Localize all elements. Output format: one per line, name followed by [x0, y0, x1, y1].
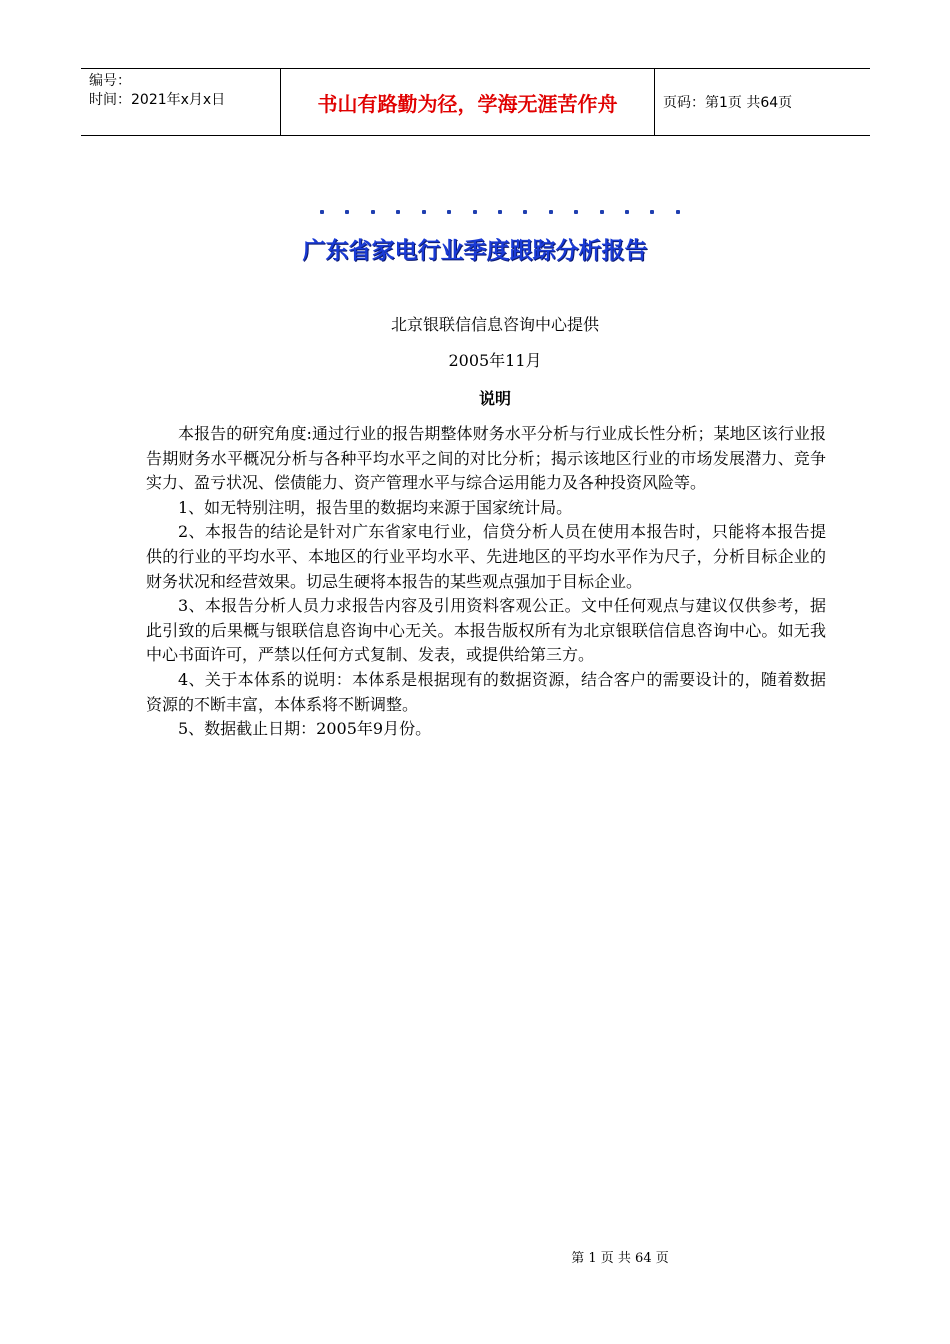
section-heading: 说明	[478, 389, 511, 408]
provider-line: 北京银联信信息咨询中心提供	[390, 315, 599, 334]
header-meta-cell	[81, 69, 281, 135]
paragraph: 1、如无特别注明，报告里的数据均来源于国家统计局。	[178, 497, 573, 517]
paragraph: 5、数据截止日期：2005年9月份。	[178, 719, 432, 739]
header-motto-cell	[281, 69, 655, 135]
time-label: 时间：2021年x月x日	[89, 92, 226, 108]
body-text	[146, 422, 826, 742]
title-dot-decoration	[320, 210, 680, 214]
motto-text: 书山有路勤为径，学海无涯苦作舟	[317, 91, 618, 116]
publish-date: 2005年11月	[448, 351, 542, 370]
header-page-info: 页码：第1页 共64页	[663, 95, 793, 111]
paragraph: 2、本报告的结论是针对广东省家电行业，信贷分析人员在使用本报告时，只能将本报告提供的行业的平均水平、本地区的行业平均水平、先进地区的平均水平作为尺子，分析目标企业的财务状况和经营效果。切忌生硬将本报告的某些观点强加于目标企业。	[146, 522, 826, 591]
header-table	[81, 68, 870, 136]
footer-page-number: 第 1 页 共 64 页	[571, 1251, 669, 1266]
paragraph: 本报告的研究角度:通过行业的报告期整体财务水平分析与行业成长性分析；某地区该行业报告期财务水平概况分析与各种平均水平之间的对比分析；揭示该地区行业的市场发展潜力、竞争实力、盈亏状况、偿债能力、资产管理水平与综合运用能力及各种投资风险等。	[146, 424, 826, 493]
paragraph: 3、本报告分析人员力求报告内容及引用资料客观公正。文中任何观点与建议仅供参考，据此引致的后果概与银联信息咨询中心无关。本报告版权所有为北京银联信信息咨询中心。如无我中心书面许可，严禁以任何方式复制、发表，或提供给第三方。	[146, 596, 826, 665]
document-title: 广东省家电行业季度跟踪分析报告	[302, 238, 648, 264]
header-page-cell	[655, 69, 870, 135]
paragraph: 4、关于本体系的说明：本体系是根据现有的数据资源，结合客户的需要设计的，随着数据资源的不断丰富，本体系将不断调整。	[146, 669, 826, 714]
number-label: 编号：	[89, 73, 131, 89]
